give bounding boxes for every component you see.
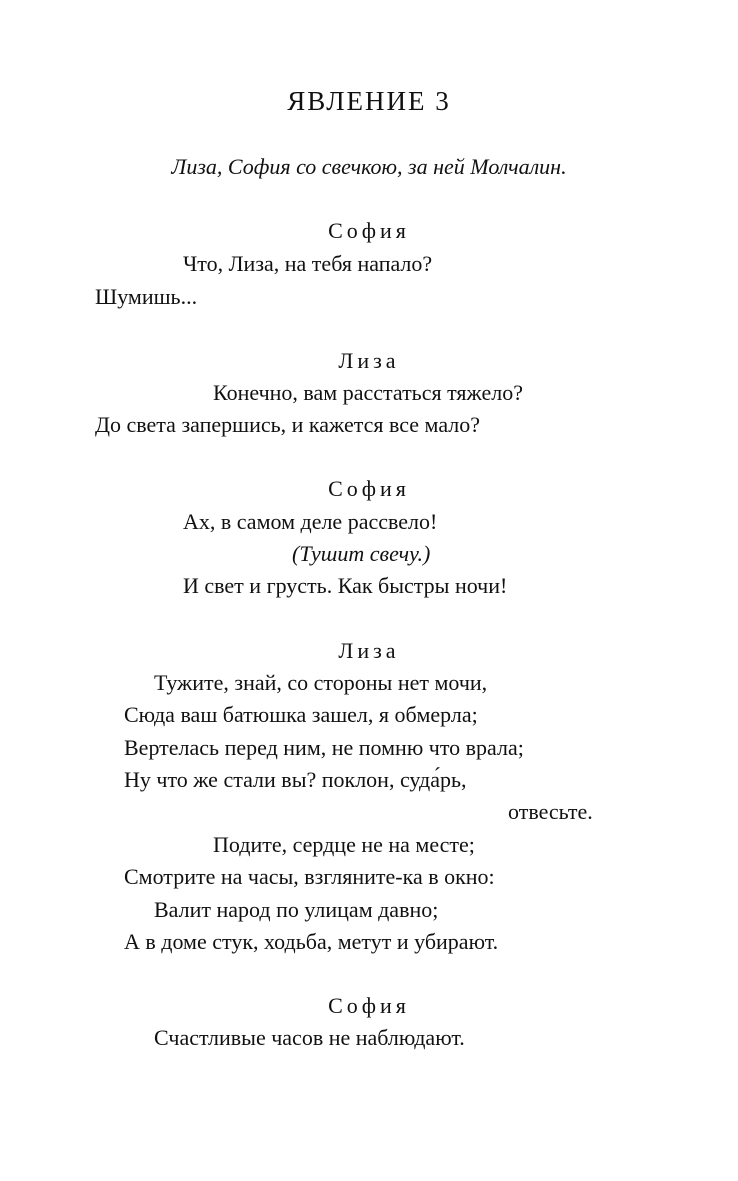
verse-line: Конечно, вам расстаться тяжело? bbox=[213, 380, 523, 405]
speaker-name: Лиза bbox=[338, 638, 400, 663]
verse-line: Шумишь... bbox=[95, 284, 198, 309]
verse-line: Вертелась перед ним, не помню что врала; bbox=[124, 735, 524, 760]
verse-line: А в доме стук, ходьба, метут и убирают. bbox=[124, 929, 499, 954]
speaker-name: София bbox=[328, 218, 410, 243]
verse-line: Валит народ по улицам давно; bbox=[154, 897, 439, 922]
stage-remark: (Тушит свечу.) bbox=[292, 541, 431, 566]
verse-line: Ну что же стали вы? поклон, суда́рь, bbox=[124, 767, 467, 792]
speaker-name: София bbox=[328, 476, 410, 501]
verse-line: Тужите, знай, со стороны нет мочи, bbox=[154, 670, 488, 695]
verse-line: Счастливые часов не наблюдают. bbox=[154, 1025, 465, 1050]
stage-direction: Лиза, София со свечкою, за ней Молчалин. bbox=[171, 154, 567, 179]
verse-line: Ах, в самом деле рассвело! bbox=[183, 509, 438, 534]
scene-title: ЯВЛЕНИЕ 3 bbox=[287, 86, 451, 116]
verse-line: Смотрите на часы, взгляните-ка в окно: bbox=[124, 864, 495, 889]
speaker-name: Лиза bbox=[338, 348, 400, 373]
verse-line: отвесьте. bbox=[508, 799, 593, 824]
verse-line: И свет и грусть. Как быстры ночи! bbox=[183, 573, 508, 598]
verse-line: Что, Лиза, на тебя напало? bbox=[183, 251, 433, 276]
verse-line: До света запершись, и кажется все мало? bbox=[95, 412, 481, 437]
verse-line: Подите, сердце не на месте; bbox=[213, 832, 475, 857]
verse-line: Сюда ваш батюшка зашел, я обмерла; bbox=[124, 702, 478, 727]
speaker-name: София bbox=[328, 993, 410, 1018]
